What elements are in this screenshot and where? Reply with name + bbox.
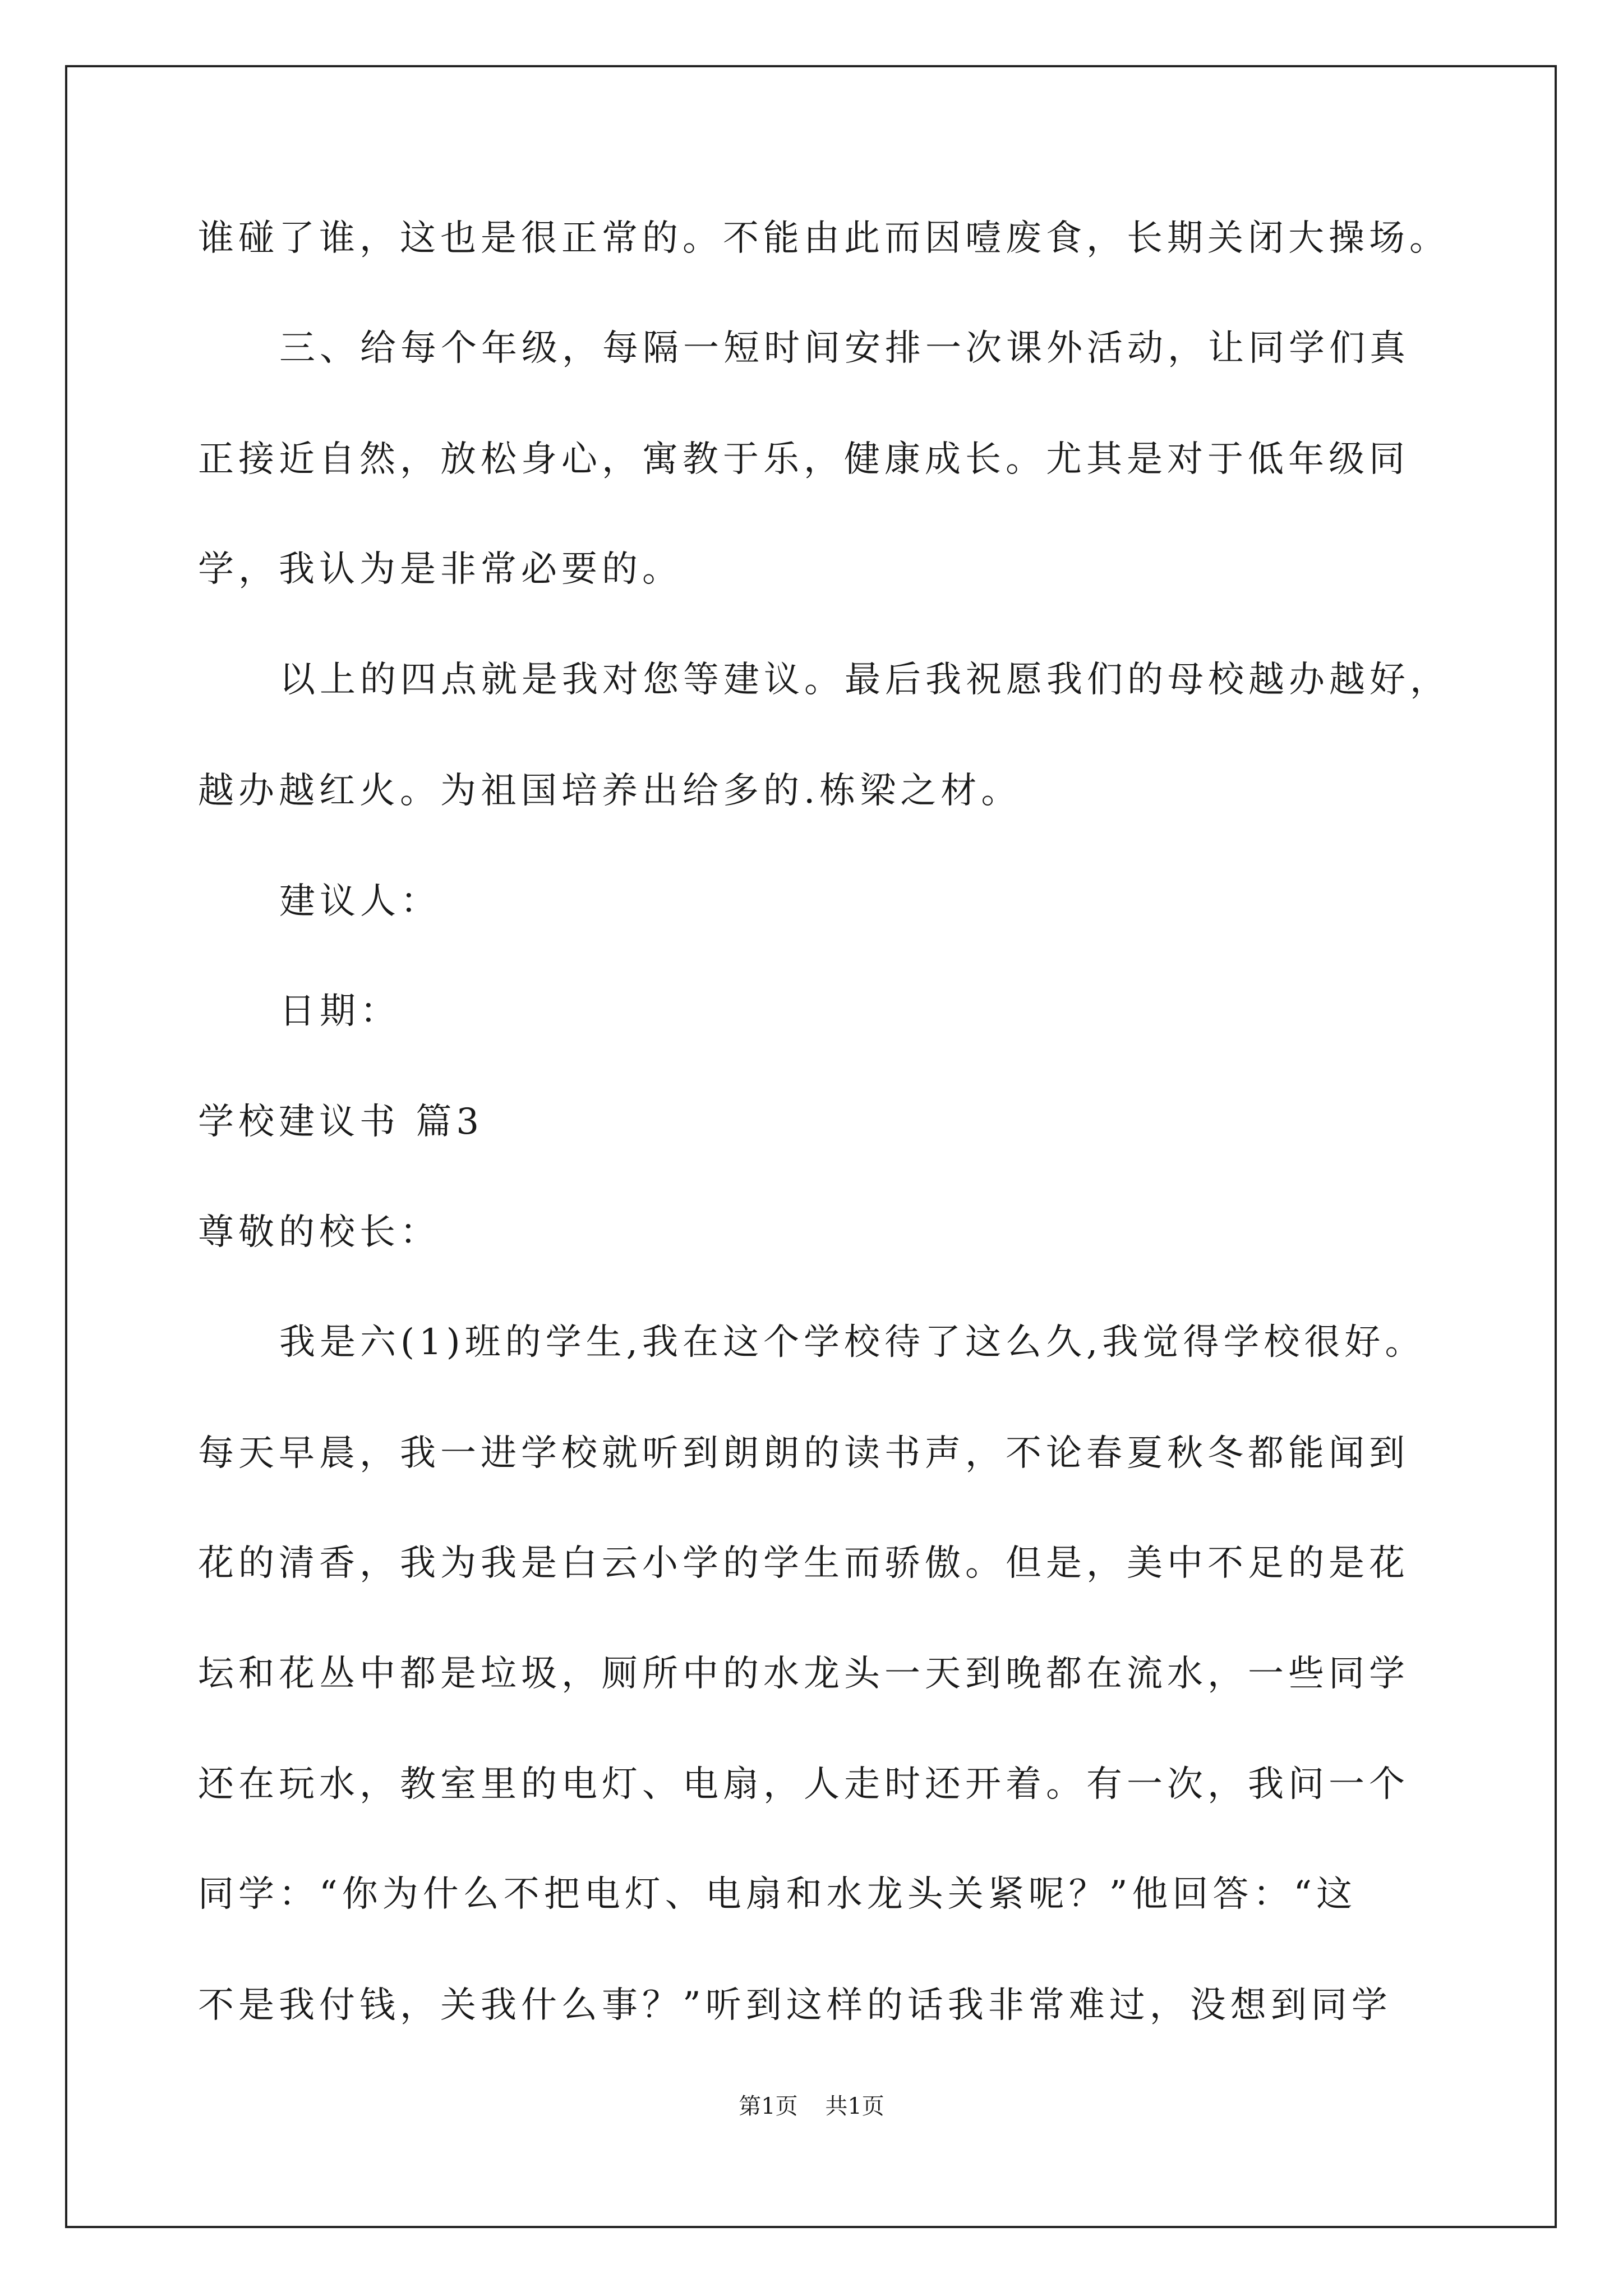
paragraph-start-line: 三、给每个年级，每隔一短时间安排一次课外活动，让同学们真 (279, 328, 1410, 369)
page-number: 第1页 (739, 2093, 798, 2119)
page-count: 共1页 (825, 2093, 884, 2119)
text-line: 花的清香，我为我是白云小学的学生而骄傲。但是，美中不足的是花 (198, 1543, 1409, 1584)
signature-label: 建议人： (279, 881, 441, 922)
paragraph-start-line: 以上的四点就是我对您等建议。最后我祝愿我们的母校越办越好， (279, 659, 1450, 701)
salutation: 尊敬的校长： (198, 1212, 440, 1253)
paragraph-start-line: 我是六(1)班的学生,我在这个学校待了这么久,我觉得学校很好。 (279, 1322, 1426, 1363)
text-line: 不是我付钱，关我什么事？”听到这样的话我非常难过，没想到同学 (198, 1985, 1392, 2026)
text-line: 学，我认为是非常必要的。 (198, 549, 683, 590)
text-line: 还在玩水，教室里的电灯、电扇，人走时还开着。有一次，我问一个 (198, 1764, 1409, 1805)
text-line: 正接近自然，放松身心，寓教于乐，健康成长。尤其是对于低年级同 (198, 439, 1409, 480)
text-line: 每天早晨，我一进学校就听到朗朗的读书声，不论春夏秋冬都能闻到 (198, 1433, 1409, 1474)
text-line: 同学：“你为什么不把电灯、电扇和水龙头关紧呢？”他回答：“这 (198, 1874, 1357, 1915)
text-line: 谁碰了谁，这也是很正常的。不能由此而因噎废食，长期关闭大操场。 (198, 218, 1450, 259)
page-footer (0, 2092, 1623, 2120)
section-heading: 学校建议书 篇3 (198, 1101, 484, 1143)
text-line: 越办越红火。为祖国培养出给多的.栋梁之材。 (198, 770, 1022, 812)
date-label: 日期： (279, 991, 400, 1032)
text-line: 坛和花丛中都是垃圾，厕所中的水龙头一天到晚都在流水，一些同学 (198, 1653, 1409, 1695)
